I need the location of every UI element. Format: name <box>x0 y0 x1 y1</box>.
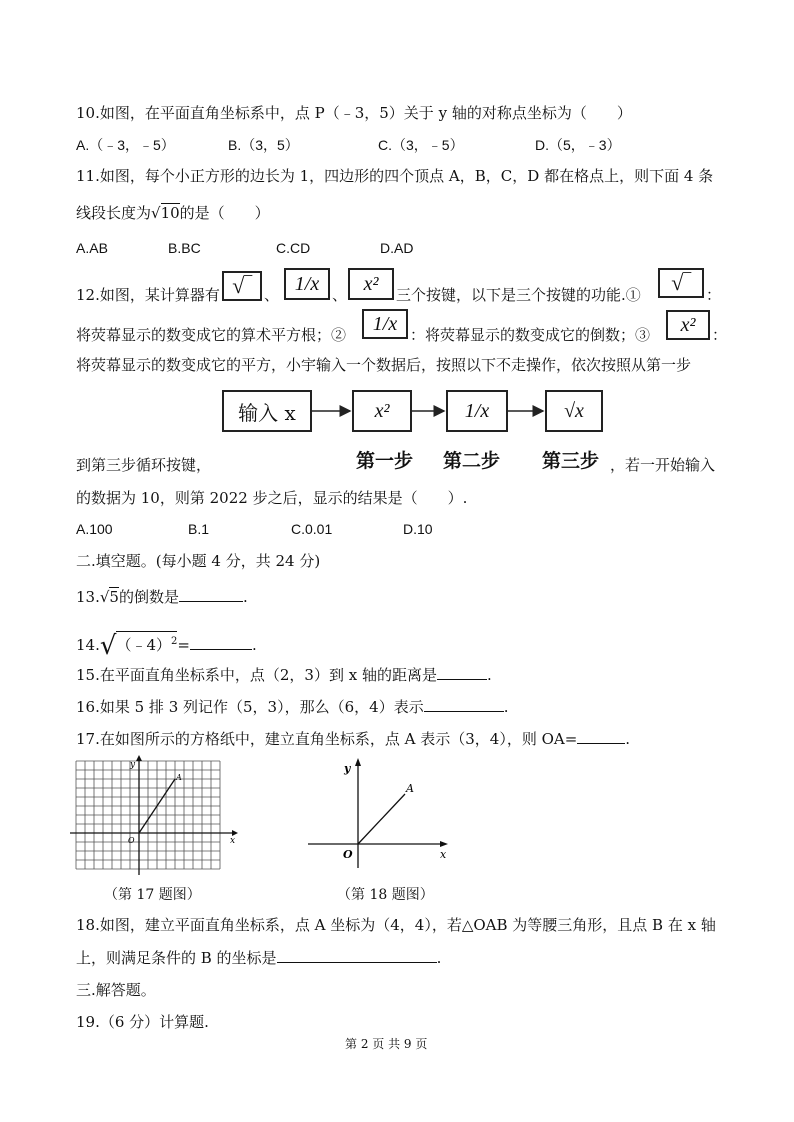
q14 <box>76 631 257 661</box>
flow-sqrt-box: √x <box>545 390 603 432</box>
figure-17-caption: （第 17 题图） <box>104 887 201 903</box>
flow-reciprocal-box: 1/x <box>446 390 508 432</box>
q14-answer-blank <box>190 635 252 650</box>
q14-radicand <box>116 631 177 654</box>
fig17-y-label: y <box>130 760 136 770</box>
q16 <box>76 697 508 717</box>
q12-option-b: B.1 <box>188 521 210 537</box>
q15-end: . <box>486 666 492 684</box>
q12-line1-end: ： <box>706 286 722 304</box>
q14-number: 14. <box>76 636 100 654</box>
q11-radicand: 10 <box>160 204 180 222</box>
q10-option-c: C.（3，﹣5） <box>378 137 464 153</box>
q14-equals: = <box>177 636 190 654</box>
section-3-heading: 三.解答题。 <box>76 981 156 999</box>
q19: 19.（6 分）计算题. <box>76 1013 209 1031</box>
sqrt-key-icon: √‾ <box>222 271 262 301</box>
q15-text: 15.在平面直角坐标系中，点（2，3）到 x 轴的距离是 <box>76 666 437 684</box>
x-axis-arrow-icon <box>440 841 448 847</box>
sqrt-key-icon-2: √‾ <box>658 268 704 298</box>
q12-line2-mid: ：将荧幕显示的数变成它的倒数；③ <box>410 326 651 344</box>
q13 <box>76 587 248 607</box>
q16-answer-blank <box>424 697 504 712</box>
q14-end: . <box>251 636 257 654</box>
q11-option-c: C.CD <box>276 240 311 256</box>
q11-radical-sign: √ <box>151 204 161 222</box>
section-2-heading: 二.填空题。(每小题 4 分，共 24 分) <box>76 552 321 570</box>
figure-17-grid <box>70 755 240 877</box>
figure-18-caption: （第 18 题图） <box>337 887 434 903</box>
step-2-label: 第二步 <box>443 450 501 472</box>
q15 <box>76 665 492 685</box>
q11-line2-pre: 线段长度为 <box>76 204 152 222</box>
fig18-point-a-label: A <box>406 782 414 795</box>
q11-stem-line1: 11.如图，每个小正方形的边长为 1，四边形的四个顶点 A，B，C，D 都在格点上，则下面 4 条 <box>76 167 714 185</box>
q13-radical-sign: √ <box>99 588 110 606</box>
reciprocal-key-icon-2: 1/x <box>362 309 408 339</box>
grid-lines <box>76 761 220 869</box>
q18-line2-text: 上，则满足条件的 B 的坐标是 <box>76 949 277 967</box>
q13-text: 的倒数是 <box>118 588 179 606</box>
fig18-y-label: y <box>344 762 351 775</box>
fig18-origin-label: O <box>343 848 353 861</box>
q12-line2-pre: 将荧幕显示的数变成它的算术平方根；② <box>76 326 347 344</box>
q14-inner: （﹣4） <box>116 636 171 654</box>
step-3-label: 第三步 <box>542 450 600 472</box>
q12-option-d: D.10 <box>403 521 433 537</box>
q11-line2-post: 的是（ ） <box>179 204 270 222</box>
fig17-x-label: x <box>230 836 236 846</box>
q14-exponent: 2 <box>170 636 178 647</box>
flow-square-box: x² <box>352 390 412 432</box>
q12-sep2: 、 <box>332 286 348 304</box>
figure-18-axes <box>300 758 452 870</box>
q17-answer-blank <box>577 729 625 744</box>
q12-option-a: A.100 <box>76 521 113 537</box>
q18-end: . <box>436 949 442 967</box>
q11-option-a: A.AB <box>76 240 108 256</box>
flow-arrows <box>0 0 794 460</box>
q18-line1: 18.如图，建立平面直角坐标系，点 A 坐标为（4，4），若△OAB 为等腰三角形，且点 B 在 x 轴 <box>76 916 716 934</box>
q12-line1-pre: 12.如图，某计算器有 <box>76 286 220 304</box>
q18-answer-blank <box>277 948 437 963</box>
q11-option-b: B.BC <box>168 240 201 256</box>
q12-line3: 将荧幕显示的数变成它的平方，小宇输入一个数据后，按照以下不走操作，依次按照从第一步 <box>76 356 692 374</box>
q13-answer-blank <box>179 587 243 602</box>
q13-radicand: 5 <box>109 588 119 606</box>
q17 <box>76 729 630 749</box>
q12-option-c: C.0.01 <box>291 521 333 537</box>
q16-end: . <box>503 698 509 716</box>
flow-input-box: 输入 x <box>222 390 312 432</box>
y-axis-arrow-icon <box>355 758 361 766</box>
q12-line4-pre: 到第三步循环按键， <box>76 456 212 474</box>
q12-line4-post: ，若一开始输入 <box>610 456 716 474</box>
q12-sep1: 、 <box>264 286 280 304</box>
q12-line5: 的数据为 10，则第 2022 步之后，显示的结果是（ ）. <box>76 489 468 507</box>
reciprocal-key-icon: 1/x <box>284 268 330 300</box>
q17-text: 17.在如图所示的方格纸中，建立直角坐标系，点 A 表示（3，4），则 OA= <box>76 730 578 748</box>
square-key-icon: x² <box>348 268 394 300</box>
q16-text: 16.如果 5 排 3 列记作（5，3），那么（6，4）表示 <box>76 698 424 716</box>
q11-option-d: D.AD <box>380 240 414 256</box>
q15-answer-blank <box>437 665 487 680</box>
q17-end: . <box>625 730 631 748</box>
q10-option-a: A.（﹣3，﹣5） <box>76 137 175 153</box>
page-footer: 第 2 页 共 9 页 <box>345 1037 428 1051</box>
q12-line2-end: ： <box>712 326 728 344</box>
fig18-x-label: x <box>440 848 447 861</box>
fig17-origin-label: O <box>128 836 135 845</box>
q10-option-b: B.（3，5） <box>228 137 299 153</box>
q13-number: 13. <box>76 588 100 606</box>
square-key-icon-2: x² <box>666 310 710 340</box>
q10-stem: 10.如图，在平面直角坐标系中，点 P（﹣3，5）关于 y 轴的对称点坐标为（ ） <box>76 104 632 122</box>
y-axis-arrow-icon <box>136 755 142 761</box>
q13-end: . <box>242 588 248 606</box>
q10-option-d: D.（5，﹣3） <box>535 137 621 153</box>
fig17-point-a-label: A <box>176 773 182 782</box>
q12-line1-post: 三个按键，以下是三个按键的功能.① <box>396 286 641 304</box>
q18-line2 <box>76 948 441 968</box>
segment-oa <box>358 794 405 844</box>
step-1-label: 第一步 <box>356 450 414 472</box>
q14-radical-sign: √ <box>99 631 117 661</box>
